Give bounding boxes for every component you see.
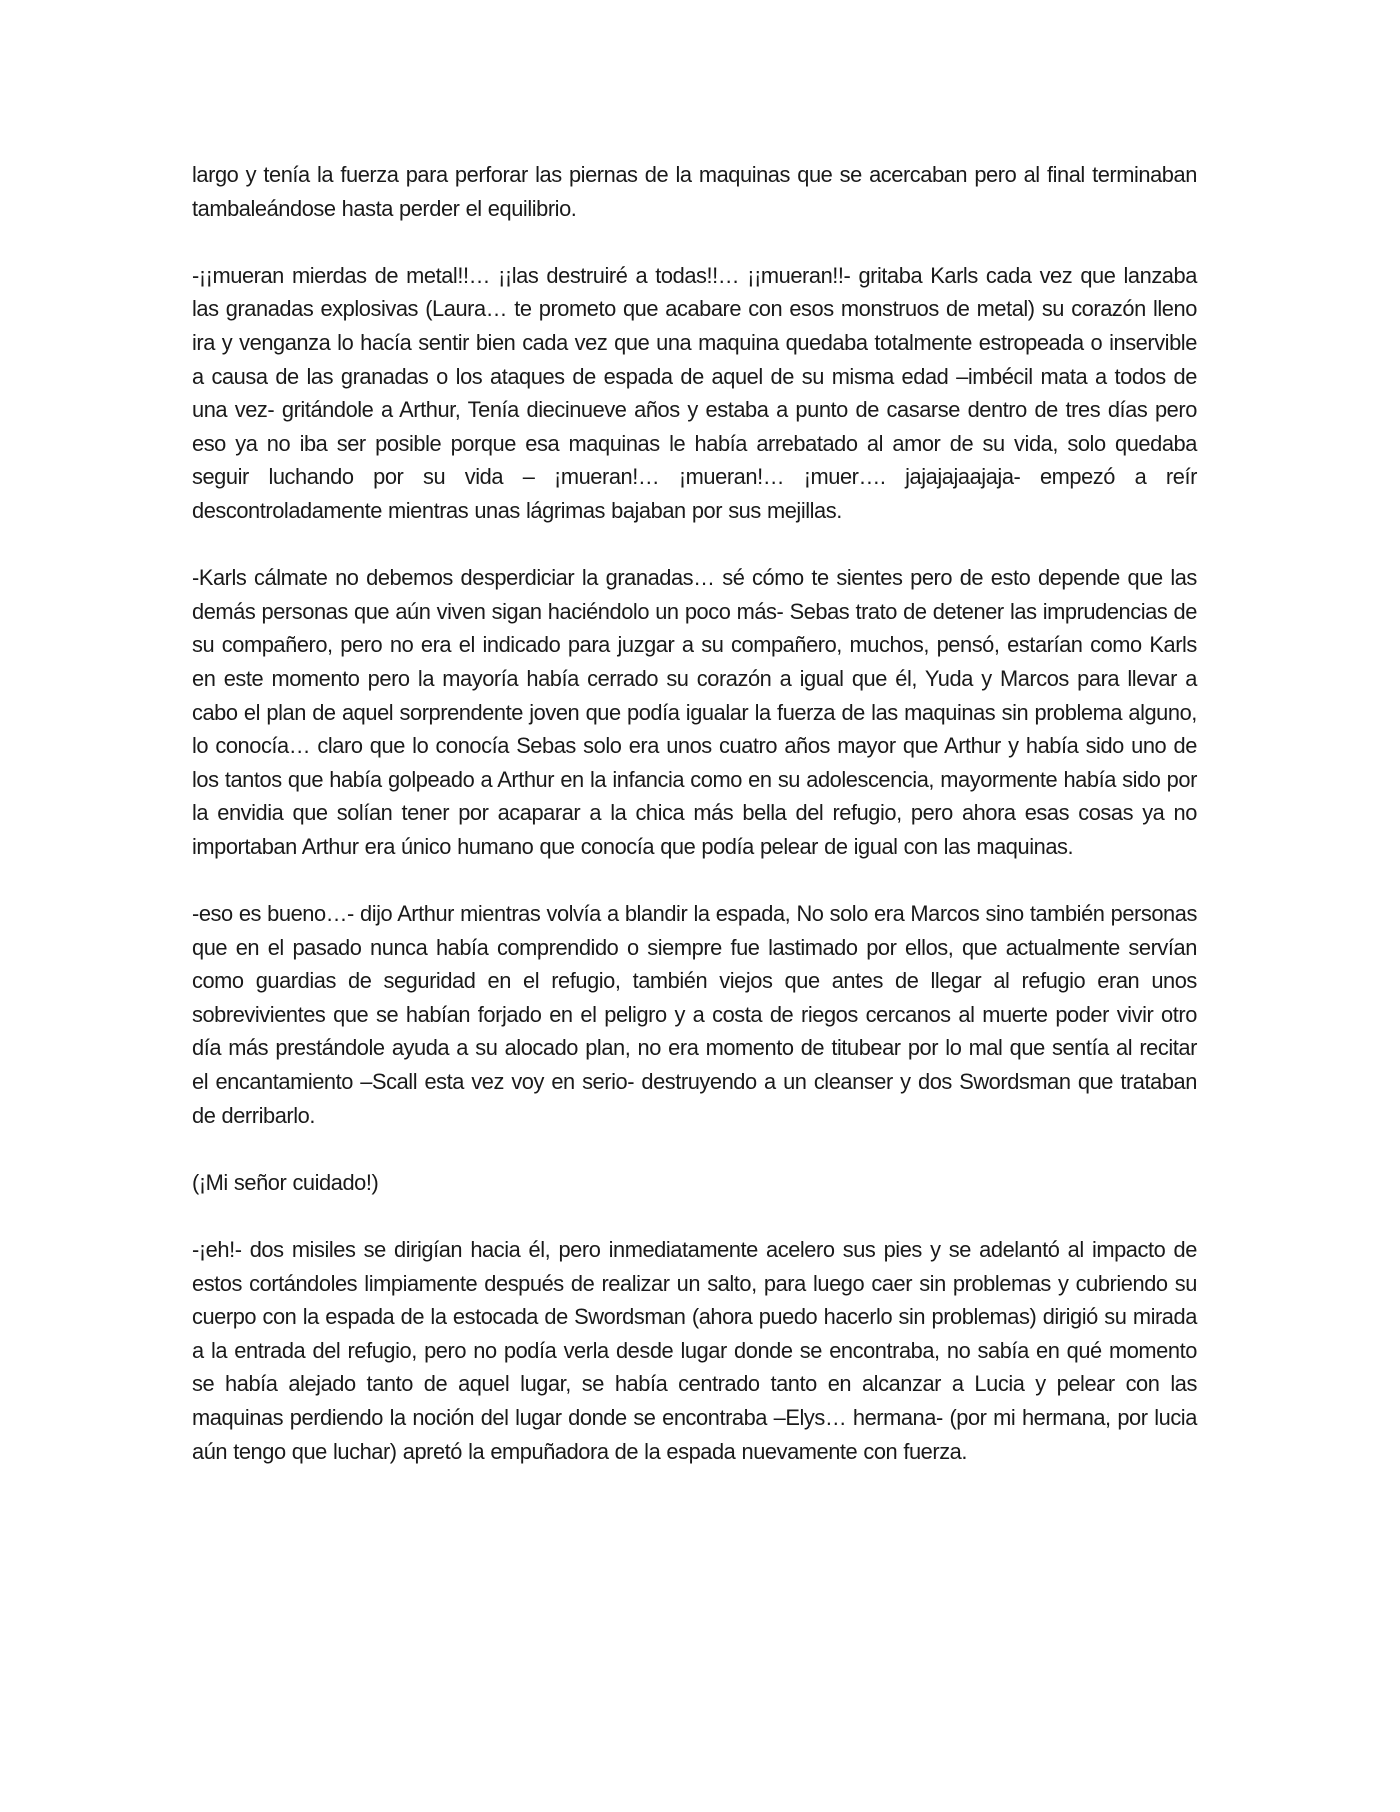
paragraph-2: -¡¡mueran mierdas de metal!!… ¡¡las destruiré a todas!!… ¡¡mueran!!- gritaba Karls cada vez que lanzaba las granadas explosivas (Laura… te prometo que acabare con esos monstruos de metal) su corazón lleno ira y venganza lo hacía sentir bien cada vez que una maquina quedaba totalmente estropeada o inservible a causa de las granadas o los ataques de espada de aquel de su misma edad –imbécil mata a todos de una vez- gritándole a Arthur, Tenía diecinueve años y estaba a punto de casarse dentro de tres días pero eso ya no iba ser posible porque esa maquinas le había arrebatado al amor de su vida, solo quedaba seguir luchando por su vida – ¡mueran!… ¡mueran!… ¡muer…. jajajajaajaja- empezó a reír descontroladamente mientras unas lágrimas bajaban por sus mejillas. (192, 262, 1197, 523)
document-page (192, 158, 1197, 1502)
paragraph-1: largo y tenía la fuerza para perforar las piernas de la maquinas que se acercaban pero al final terminaban tambaleándose hasta perder el equilibrio. (192, 162, 1197, 221)
paragraph-4: -eso es bueno…- dijo Arthur mientras volvía a blandir la espada, No solo era Marcos sino también personas que en el pasado nunca había comprendido o siempre fue lastimado por ellos, que actualmente servían como guardias de seguridad en el refugio, también viejos que antes de llegar al refugio eran unos sobrevivientes que se habían forjado en el peligro y a costa de riegos cercanos al muerte poder vivir otro día más prestándole ayuda a su alocado plan, no era momento de titubear por lo mal que sentía al recitar el encantamiento –Scall esta vez voy en serio- destruyendo a un cleanser y dos Swordsman que trataban de derribarlo. (192, 901, 1197, 1128)
paragraph-3: -Karls cálmate no debemos desperdiciar la granadas… sé cómo te sientes pero de esto depende que las demás personas que aún viven sigan haciéndolo un poco más- Sebas trato de detener las imprudencias de su compañero, pero no era el indicado para juzgar a su compañero, muchos, pensó, estarían como Karls en este momento pero la mayoría había cerrado su corazón a igual que él, Yuda y Marcos para llevar a cabo el plan de aquel sorprendente joven que podía igualar la fuerza de las maquinas sin problema alguno, lo conocía… claro que lo conocía Sebas solo era unos cuatro años mayor que Arthur y había sido uno de los tantos que había golpeado a Arthur en la infancia como en su adolescencia, mayormente había sido por la envidia que solían tener por acaparar a la chica más bella del refugio, pero ahora esas cosas ya no importaban Arthur era único humano que conocía que podía pelear de igual con las maquinas. (192, 565, 1197, 859)
paragraph-6: -¡eh!- dos misiles se dirigían hacia él, pero inmediatamente acelero sus pies y se adelantó al impacto de estos cortándoles limpiamente después de realizar un salto, para luego caer sin problemas y cubriendo su cuerpo con la espada de la estocada de Swordsman (ahora puedo hacerlo sin problemas) dirigió su mirada a la entrada del refugio, pero no podía verla desde lugar donde se encontraba, no sabía en qué momento se había alejado tanto de aquel lugar, se había centrado tanto en alcanzar a Lucia y pelear con las maquinas perdiendo la noción del lugar donde se encontraba –Elys… hermana- (por mi hermana, por lucia aún tengo que luchar) apretó la empuñadora de la espada nuevamente con fuerza. (192, 1237, 1197, 1464)
paragraph-5: (¡Mi señor cuidado!) (192, 1169, 379, 1195)
